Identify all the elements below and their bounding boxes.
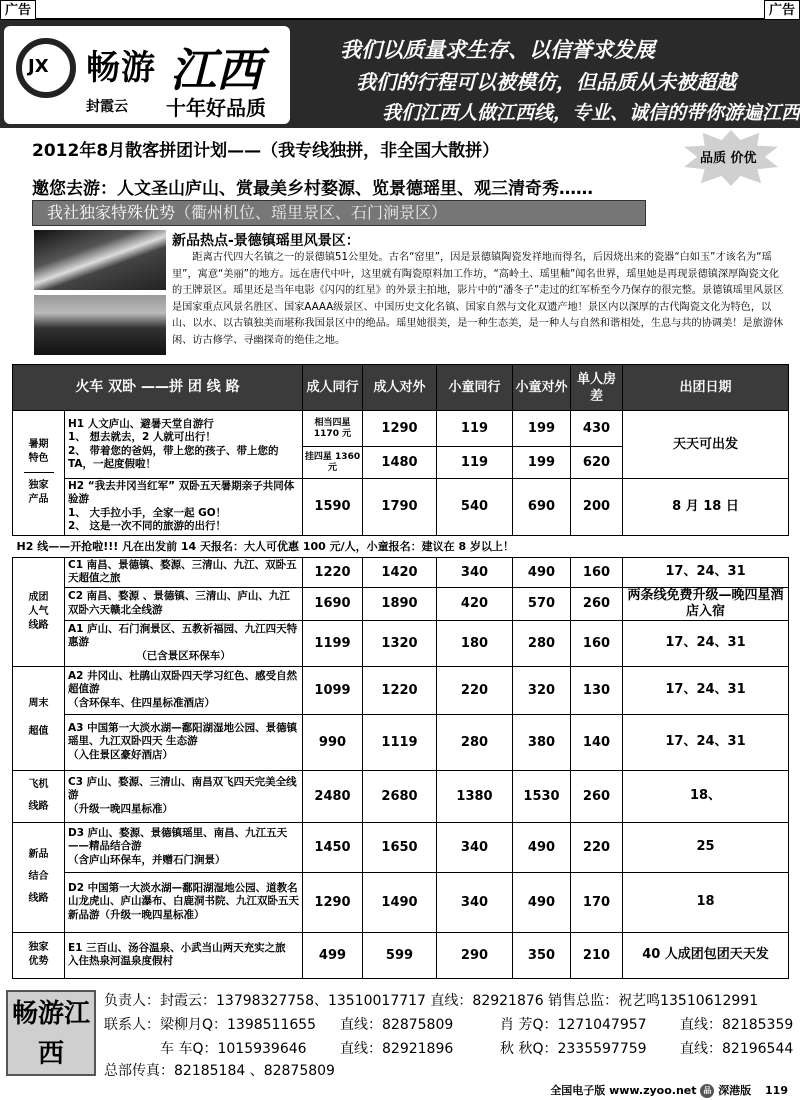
a3-date: 17、24、31: [623, 714, 789, 770]
c2-date: 两条线免费升级—晚四星酒店入宿: [623, 587, 789, 620]
a1-adult-out: 1320: [363, 620, 437, 666]
c3-adult-peer: 2480: [303, 770, 363, 822]
h2-date: 8 月 18 日: [623, 479, 789, 536]
page-number: 119: [765, 1084, 788, 1097]
feature-title: 我社独家特殊优势: [47, 203, 176, 222]
contact-footer: [0, 984, 800, 1080]
route-h1: H1 人文庐山、避暑天堂自游行 1、 想去就去，2 人就可出行！ 2、 带着您的爸妈，带上您的孩子、带上您的 TA，一起度假啦！: [65, 411, 303, 479]
contact-line-4: 总部传真：82185184 、82875809: [104, 1063, 335, 1079]
category-group: 成团 人气 线路: [13, 557, 65, 666]
d2-adult-out: 1490: [363, 872, 437, 932]
ad-label-left: 广告: [0, 0, 36, 20]
brand-jiangxi: 江西: [170, 43, 262, 97]
logo-emblem-icon: [16, 38, 76, 98]
route-a3: A3 中国第一大淡水湖—鄱阳湖湿地公园、景德镇瑶里、九江双卧四天 生态游 （入住景区豪好酒店）: [65, 714, 303, 770]
category-new: 新品 结合 线路: [13, 822, 65, 932]
h1-b-child-peer: 119: [437, 447, 513, 479]
ad-label-right: 广告: [764, 0, 800, 20]
c3-child-peer: 1380: [437, 770, 513, 822]
h1-a-child-out: 199: [513, 411, 571, 447]
c1-date: 17、24、31: [623, 557, 789, 587]
h1-b-adult-out: 1480: [363, 447, 437, 479]
h1-a-adult-out: 1290: [363, 411, 437, 447]
route-e1: E1 三百山、汤谷温泉、小武当山两天充实之旅 入住热泉河温泉度假村: [65, 932, 303, 978]
h1-a-single: 430: [571, 411, 623, 447]
edition-name: 深港版: [718, 1084, 752, 1097]
category-weekend: 周末 超值: [13, 666, 65, 770]
feature-bar: [32, 200, 646, 226]
invite-line: 邀您去游：人文圣山庐山、赏最美乡村婺源、览景德瑶里、观三清奇秀……: [32, 179, 593, 199]
a2-adult-out: 1220: [363, 666, 437, 714]
news-title: 新品热点-景德镇瑶里风景区：: [172, 233, 360, 249]
header-date: 出团日期: [623, 365, 789, 411]
h1-date: 天天可出发: [623, 411, 789, 479]
route-h2: H2 “我去井冈当红军” 双卧五天暑期亲子共同体验游 1、 大手拉小手，全家一起 GO！ 2、 这是一次不同的旅游的出行！: [65, 479, 303, 536]
banner-line-1: 我们以质量求生存、以信誉求发展: [340, 37, 655, 62]
d3-child-peer: 340: [437, 822, 513, 872]
header-child-out: 小童对外: [513, 365, 571, 411]
route-d2: D2 中国第一大淡水湖—鄱阳湖湿地公园、道教名山龙虎山、庐山瀑布、白鹿洞书院、九江双卧五天新品游（升级一晚四星标准）: [65, 872, 303, 932]
feature-sub: （衢州机位、瑶里景区、石门涧景区）: [175, 203, 448, 222]
brand-slogan: 十年好品质: [166, 96, 266, 120]
quality-badge: 品质 价优: [700, 151, 757, 166]
a1-adult-peer: 1199: [303, 620, 363, 666]
e1-child-peer: 290: [437, 932, 513, 978]
header-child-peer: 小童同行: [437, 365, 513, 411]
a1-child-out: 280: [513, 620, 571, 666]
h1-a-note: 相当四星 1170 元: [303, 411, 363, 447]
a2-child-out: 320: [513, 666, 571, 714]
d2-adult-peer: 1290: [303, 872, 363, 932]
a2-adult-peer: 1099: [303, 666, 363, 714]
a2-date: 17、24、31: [623, 666, 789, 714]
d3-adult-peer: 1450: [303, 822, 363, 872]
news-body: 距离古代四大名镇之一的景德镇51公里处。古名“窑里”，因是景德镇陶瓷发祥地而得名，后因烧出来的瓷器“白如玉”才该名为“瑶里”，寓意“美丽”的地方。远在唐代中叶，这里就有陶瓷原料加工作坊，“高岭土、瑶里釉”闻名世界，瑶里她是再现景德镇深厚陶瓷文化的王牌景区。瑶里还是当年电影《闪闪的红星》的外景主拍地，影片中的“潘冬子”走过的红军桥至今乃保存的很完整。景德镇瑶里风景区是国家重点风景名胜区、国家AAAA级景区、中国历史文化名镇、国家自然与文化双遗产地！景区内以深厚的古代陶瓷文化为特色，以山、以水、以古镇独美而堪称我国景区中的绝品。瑶里她很美，是一种生态美，是一种人与自然和谐相处，生息与共的协调美！是旅游休闲、访古修学、寻幽探奇的绝佳之地。: [172, 252, 784, 346]
d2-child-peer: 340: [437, 872, 513, 932]
banner-line-2: 我们的行程可以被模仿，但品质从未被超越: [356, 70, 736, 94]
category-unique: 独家 优势: [13, 932, 65, 978]
brand-logo: [4, 26, 290, 124]
route-a1: A1 庐山、石门涧景区、五教祈福园、九江四天特惠游 （已含景区环保车）: [65, 620, 303, 666]
category-flight: 飞机 线路: [13, 770, 65, 822]
header-adult-peer: 成人同行: [303, 365, 363, 411]
e1-adult-out: 599: [363, 932, 437, 978]
page-footer: [550, 1082, 788, 1098]
header-single: 单人房差: [571, 365, 623, 411]
route-c1: C1 南昌、景德镇、婺源、三清山、九江、双卧五天超值之旅: [65, 557, 303, 587]
e1-single: 210: [571, 932, 623, 978]
e1-child-out: 350: [513, 932, 571, 978]
waterfall-photo: [34, 230, 166, 290]
c1-child-out: 490: [513, 557, 571, 587]
a3-adult-peer: 990: [303, 714, 363, 770]
d3-date: 25: [623, 822, 789, 872]
c2-adult-peer: 1690: [303, 587, 363, 620]
brand-person: 封霞云: [86, 99, 128, 115]
h2-child-peer: 540: [437, 479, 513, 536]
c3-child-out: 1530: [513, 770, 571, 822]
d3-adult-out: 1650: [363, 822, 437, 872]
a3-single: 140: [571, 714, 623, 770]
e1-adult-peer: 499: [303, 932, 363, 978]
c3-single: 260: [571, 770, 623, 822]
h1-b-note: 挂四星 1360 元: [303, 447, 363, 479]
village-photo: [34, 295, 166, 355]
a1-single: 160: [571, 620, 623, 666]
a1-child-peer: 180: [437, 620, 513, 666]
a3-adult-out: 1119: [363, 714, 437, 770]
route-c2: C2 南昌、婺源 、景德镇、三清山、庐山、九江双卧六天赣北全线游: [65, 587, 303, 620]
edition-badge-icon: 品: [700, 1084, 714, 1098]
h2-adult-out: 1790: [363, 479, 437, 536]
d3-single: 220: [571, 822, 623, 872]
c2-child-peer: 420: [437, 587, 513, 620]
route-a2: A2 井冈山、杜鹃山双卧四天学习红色、感受自然超值游 （含环保车、住四星标准酒店）: [65, 666, 303, 714]
c3-adult-out: 2680: [363, 770, 437, 822]
h2-promo-note: H2 线——开抢啦!!! 凡在出发前 14 天报名：大人可优惠 100 元/人，小童报名：建议在 8 岁以上！: [13, 535, 789, 557]
contact-line-1: 负责人：封霞云：13798327758、13510017717 直线：82921876 销售总监：祝艺鸣13510612991: [104, 993, 759, 1009]
h2-child-out: 690: [513, 479, 571, 536]
brand-name: 畅游: [86, 48, 156, 88]
route-price-table: [12, 364, 789, 979]
c2-adult-out: 1890: [363, 587, 437, 620]
contact-line-3: 车 车Q：1015939646 直线：82921896 秋 秋Q：2335597759 直线：82196544: [160, 1041, 794, 1057]
c3-date: 18、: [623, 770, 789, 822]
route-c3: C3 庐山、婺源、三清山、南昌双飞四天完美全线游 （升级一晚四星标准）: [65, 770, 303, 822]
h1-b-single: 620: [571, 447, 623, 479]
a3-child-out: 380: [513, 714, 571, 770]
a1-date: 17、24、31: [623, 620, 789, 666]
category-summer: 暑期 特色 独家 产品: [13, 411, 65, 536]
a2-child-peer: 220: [437, 666, 513, 714]
plan-title: 2012年8月散客拼团计划——（我专线独拼，非全国大散拼）: [32, 141, 500, 161]
logo-letters: JX: [28, 56, 49, 77]
h1-a-child-peer: 119: [437, 411, 513, 447]
contact-line-2: 联系人：梁柳月Q：1398511655 直线：82875809 肖 芳Q：1271047957 直线：82185359: [104, 1017, 794, 1033]
c1-adult-out: 1420: [363, 557, 437, 587]
header-adult-out: 成人对外: [363, 365, 437, 411]
e1-date: 40 人成团包团天天发: [623, 932, 789, 978]
banner-line-3: 我们江西人做江西线，专业、诚信的带你游遍江西: [382, 102, 800, 124]
footer-logo: 畅游江西: [6, 990, 96, 1076]
site-url: 全国电子版 www.zyoo.net: [550, 1084, 697, 1097]
c1-single: 160: [571, 557, 623, 587]
c1-child-peer: 340: [437, 557, 513, 587]
d2-child-out: 490: [513, 872, 571, 932]
c2-child-out: 570: [513, 587, 571, 620]
h1-b-child-out: 199: [513, 447, 571, 479]
d2-single: 170: [571, 872, 623, 932]
c1-adult-peer: 1220: [303, 557, 363, 587]
h2-adult-peer: 1590: [303, 479, 363, 536]
c2-single: 260: [571, 587, 623, 620]
header-banner: [0, 18, 800, 128]
route-d3: D3 庐山、婺源、景德镇瑶里、南昌、九江五天——精品结合游 （含庐山环保车，并赠石门涧景）: [65, 822, 303, 872]
a3-child-peer: 280: [437, 714, 513, 770]
d2-date: 18: [623, 872, 789, 932]
header-route: 火车 双卧 ——拼 团 线 路: [13, 365, 303, 411]
h2-single: 200: [571, 479, 623, 536]
a2-single: 130: [571, 666, 623, 714]
d3-child-out: 490: [513, 822, 571, 872]
